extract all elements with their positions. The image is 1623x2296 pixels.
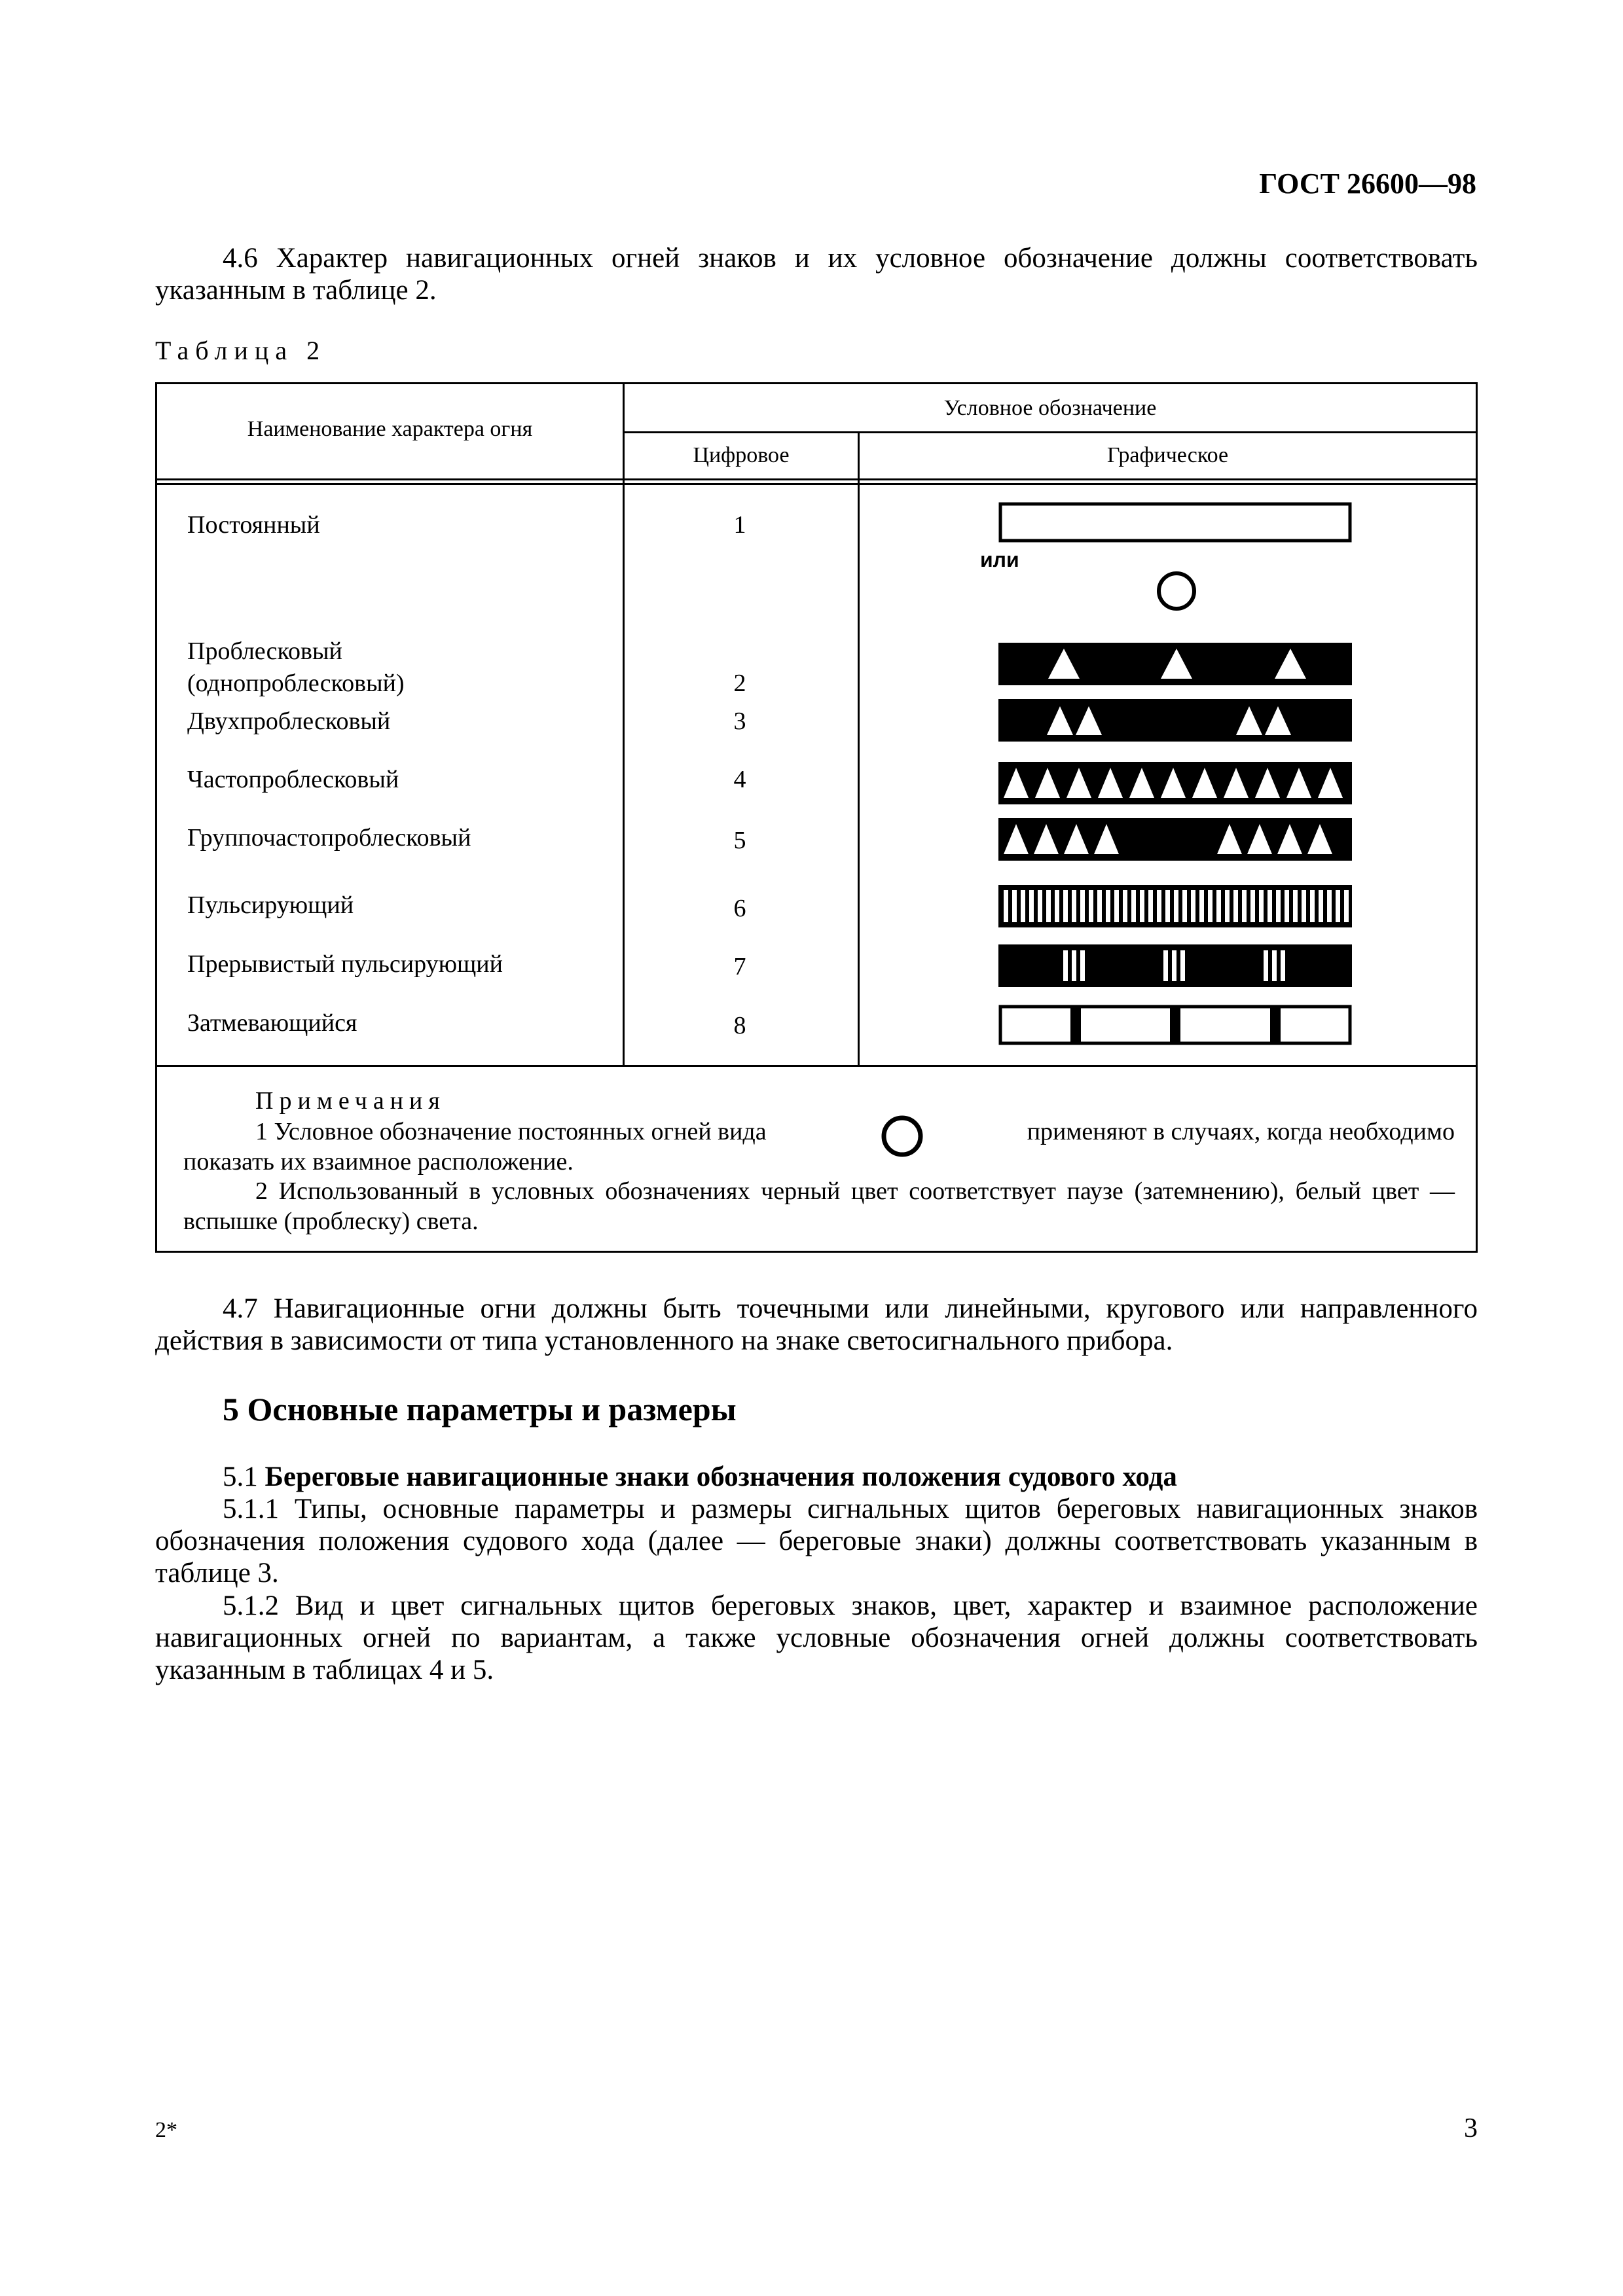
pulsing-light-symbol — [998, 885, 1352, 927]
header-digital: Цифровое — [693, 443, 790, 467]
pulse-bar — [1233, 890, 1238, 922]
paragraph-5-1-1 — [155, 1493, 1478, 1589]
pulse-bar — [1182, 890, 1187, 922]
paragraph-4-7-text: 4.7 Навигационные огни должны быть точечными или линейными, кругового или направленного действия в зависимости от типа установленного на знаке светосигнального прибора. — [155, 1293, 1478, 1356]
pulse-bar — [1123, 890, 1127, 922]
page-number: 3 — [1464, 2113, 1478, 2144]
row-name-4: Частопроблесковый — [187, 766, 399, 793]
pulse-bar — [1242, 890, 1247, 922]
paragraph-5-1-number: 5.1 — [223, 1462, 258, 1492]
pulse-bar — [1336, 890, 1340, 922]
row-name-6: Пульсирующий — [187, 891, 354, 919]
pulse-bar — [1038, 890, 1042, 922]
pulse-bar — [1208, 890, 1213, 922]
paragraph-5-1-2 — [155, 1590, 1478, 1686]
graphic-symbols — [0, 0, 1623, 1086]
row-name-3: Двухпроблесковый — [187, 708, 391, 735]
row-code-6: 6 — [733, 895, 746, 922]
pulse-bar — [1055, 890, 1059, 922]
row-code-3: 3 — [733, 708, 746, 735]
row-code-2: 2 — [733, 670, 746, 697]
pulse-bar — [1191, 890, 1195, 922]
pulse-bar — [1216, 890, 1221, 922]
pulse-bar — [1089, 890, 1093, 922]
circle-symbol — [1159, 573, 1194, 609]
pulse-bar — [1131, 890, 1136, 922]
pulse-bar — [1259, 890, 1264, 922]
row-code-5: 5 — [733, 827, 746, 854]
pulse-bar — [1199, 890, 1204, 922]
pulse-bar — [1276, 890, 1281, 922]
pulse-bar — [1285, 890, 1289, 922]
row-code-1: 1 — [733, 511, 746, 539]
pulse-bar — [1046, 890, 1051, 922]
pulse-bar — [1072, 890, 1076, 922]
row-name-5: Группочастопроблесковый — [187, 824, 471, 852]
group-quick-flashing-light-symbol — [998, 818, 1352, 861]
pulse-bar — [1225, 890, 1230, 922]
pulse-bar — [1004, 890, 1008, 922]
quick-flashing-light-symbol — [998, 762, 1352, 804]
pulse-bar — [1174, 890, 1178, 922]
pulse-bar — [1097, 890, 1102, 922]
header-graphic: Графическое — [1106, 443, 1229, 467]
document-code: ГОСТ 26600—98 — [1259, 168, 1476, 200]
pulse-bar — [1029, 890, 1034, 922]
pulse-bar — [1319, 890, 1323, 922]
occulting-light-symbol — [1000, 1005, 1350, 1045]
row-name-8: Затмевающийся — [187, 1009, 357, 1037]
note-2: 2 Использованный в условных обозначениях черный цвет соответствует паузе (затемнению), белый цвет — вспышке (проблеску) света. — [183, 1177, 1455, 1235]
pulse-bar — [1063, 890, 1068, 922]
interrupted-pulsing-light-symbol — [998, 944, 1352, 987]
pulse-bar — [1293, 890, 1298, 922]
pulse-bar — [1114, 890, 1119, 922]
note-1-part-b: применяют в случаях, когда необходимо — [1027, 1118, 1455, 1145]
row-code-7: 7 — [733, 953, 746, 980]
pulse-bar — [1012, 890, 1017, 922]
note-1-part-c: показать их взаимное расположение. — [183, 1148, 574, 1175]
notes-title: Примечания — [255, 1087, 446, 1115]
steady-light-symbol — [1000, 504, 1350, 541]
table-caption: Таблица 2 — [155, 336, 327, 365]
pulse-bar — [1148, 890, 1153, 922]
pulse-bar — [1165, 890, 1170, 922]
pulse-bar — [1157, 890, 1161, 922]
row-name-1: Постоянный — [187, 511, 320, 539]
pulse-bar — [1310, 890, 1315, 922]
header-name: Наименование характера огня — [247, 417, 533, 441]
pulse-bar — [1140, 890, 1144, 922]
pulse-bar — [1267, 890, 1272, 922]
row-name-2b: (однопроблесковый) — [187, 670, 405, 697]
pulse-bar — [1302, 890, 1306, 922]
header-designation: Условное обозначение — [943, 396, 1157, 420]
paragraph-5-1-2-text: 5.1.2 Вид и цвет сигнальных щитов береговых знаков, цвет, характер и взаимное расположение навигационных огней по вариантам, а также условные обозначения огней должны соответствовать указанным в таблицах 4 и 5. — [155, 1590, 1478, 1685]
row-code-8: 8 — [733, 1012, 746, 1039]
paragraph-4-7 — [155, 1293, 1478, 1357]
row-name-2: Проблесковый — [187, 637, 342, 665]
double-flashing-light-symbol — [998, 699, 1352, 742]
paragraph-4-6-text: 4.6 Характер навигационных огней знаков и их условное обозначение должны соответствовать указанным в таблице 2. — [155, 243, 1478, 306]
paragraph-5-1-1-text: 5.1.1 Типы, основные параметры и размеры сигнальных щитов береговых навигационных знаков обозначения положения судового хода (далее — береговые знаки) должны соответствовать указанным в таблице 3. — [155, 1494, 1478, 1588]
row-name-7: Прерывистый пульсирующий — [187, 950, 503, 978]
note-1-part-a: 1 Условное обозначение постоянных огней вида — [255, 1118, 767, 1145]
pulse-bar — [1327, 890, 1332, 922]
flashing-light-symbol — [998, 643, 1352, 685]
or-label: или — [980, 548, 1019, 571]
pulse-bar — [1080, 890, 1085, 922]
pulse-bar — [1250, 890, 1255, 922]
footer-sheet-mark: 2* — [155, 2118, 177, 2142]
paragraph-5-1-heading: Береговые навигационные знаки обозначения положения судового хода — [264, 1462, 1177, 1492]
pulse-bar — [1344, 890, 1349, 922]
paragraph-5-1 — [155, 1461, 1478, 1493]
row-code-4: 4 — [733, 766, 746, 793]
pulse-bar — [1021, 890, 1025, 922]
pulse-bar — [1106, 890, 1110, 922]
section-5-title: 5 Основные параметры и размеры — [223, 1391, 737, 1427]
note-circle-icon — [879, 1113, 926, 1160]
